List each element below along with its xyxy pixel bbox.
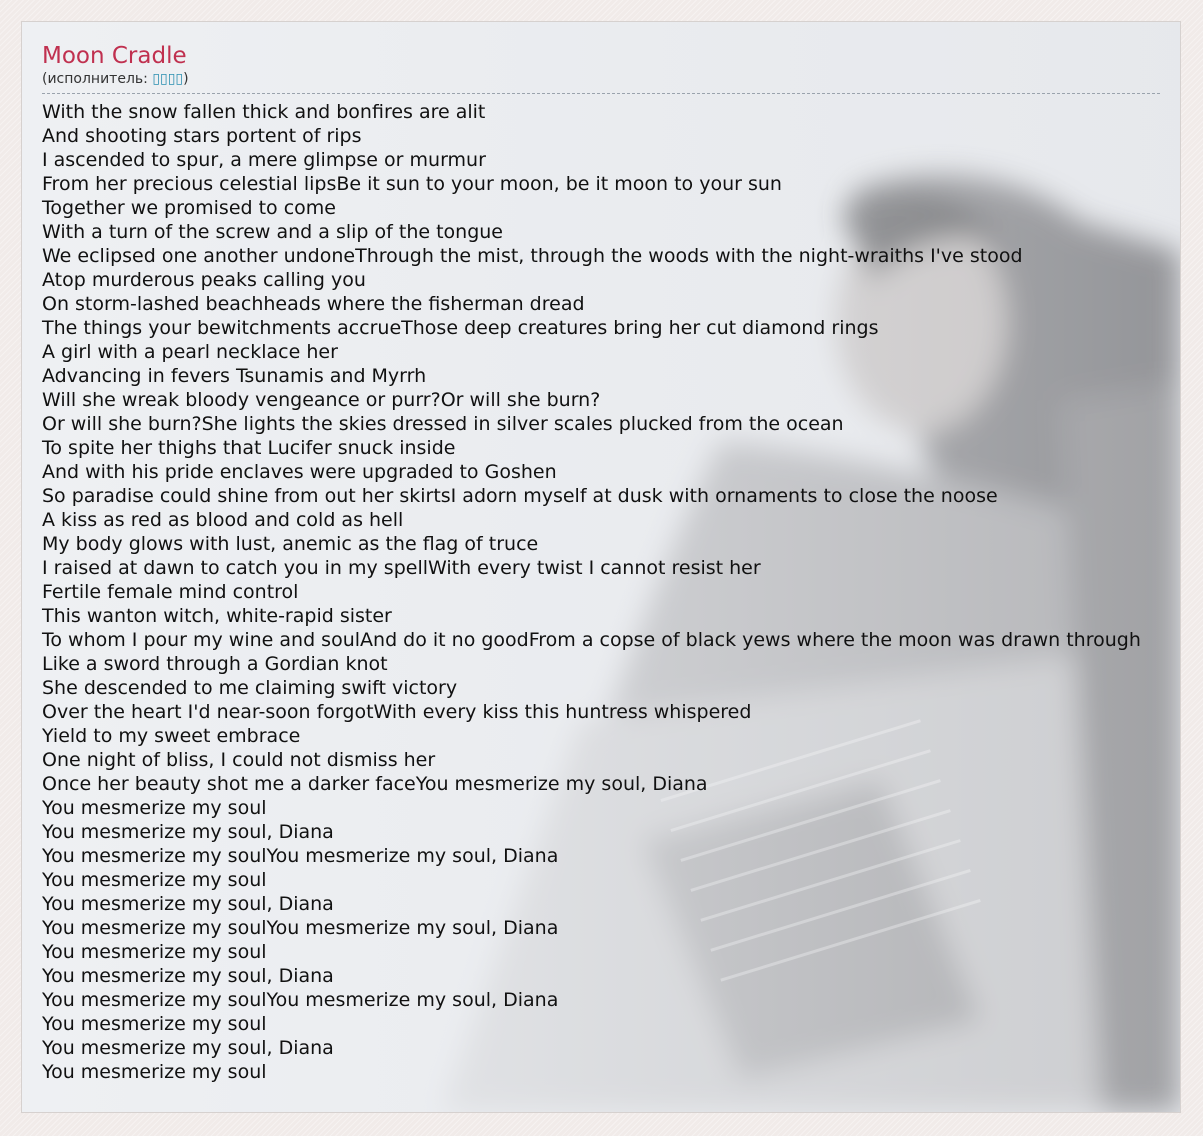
lyric-line: You mesmerize my soul xyxy=(42,941,267,963)
lyric-line: You mesmerize my soul xyxy=(42,797,267,819)
lyric-line: You mesmerize my soulYou mesmerize my soul, Diana xyxy=(42,917,559,939)
song-content xyxy=(42,42,1160,1084)
lyric-line: Over the heart I'd near-soon forgotWith every kiss this huntress whispered xyxy=(42,701,752,723)
lyric-line: Advancing in fevers Tsunamis and Myrrh xyxy=(42,365,427,387)
lyric-line: So paradise could shine from out her skirtsI adorn myself at dusk with ornaments to close the noose xyxy=(42,485,998,507)
lyric-line: And shooting stars portent of rips xyxy=(42,125,362,147)
lyrics-panel xyxy=(21,21,1181,1113)
lyric-line: With the snow fallen thick and bonfires are alit xyxy=(42,101,486,123)
lyric-line: Once her beauty shot me a darker faceYou mesmerize my soul, Diana xyxy=(42,773,708,795)
lyric-line: To spite her thighs that Lucifer snuck inside xyxy=(42,437,456,459)
artist-suffix: ) xyxy=(183,71,189,87)
lyric-line: Atop murderous peaks calling you xyxy=(42,269,366,291)
lyric-line: Yield to my sweet embrace xyxy=(42,725,301,747)
lyric-line: Together we promised to come xyxy=(42,197,336,219)
lyrics-text xyxy=(42,100,1160,1084)
lyric-line: We eclipsed one another undoneThrough the mist, through the woods with the night-wraiths I've stood xyxy=(42,245,1023,267)
lyric-line: You mesmerize my soul xyxy=(42,1013,267,1035)
lyric-line: A girl with a pearl necklace her xyxy=(42,341,338,363)
lyric-line: On storm-lashed beachheads where the fisherman dread xyxy=(42,293,585,315)
lyric-line: My body glows with lust, anemic as the flag of truce xyxy=(42,533,539,555)
lyric-line: Will she wreak bloody vengeance or purr?Or will she burn? xyxy=(42,389,601,411)
lyric-line: With a turn of the screw and a slip of the tongue xyxy=(42,221,504,243)
song-title: Moon Cradle xyxy=(42,43,187,69)
lyric-line: Or will she burn?She lights the skies dressed in silver scales plucked from the ocean xyxy=(42,413,844,435)
lyric-line: You mesmerize my soulYou mesmerize my soul, Diana xyxy=(42,989,559,1011)
lyric-line: Fertile female mind control xyxy=(42,581,299,603)
lyric-line: One night of bliss, I could not dismiss her xyxy=(42,749,436,771)
lyric-line: And with his pride enclaves were upgraded to Goshen xyxy=(42,461,557,483)
artist-link[interactable]: ▯▯▯▯ xyxy=(152,71,184,87)
lyric-line: You mesmerize my soul, Diana xyxy=(42,1037,334,1059)
lyric-line: I raised at dawn to catch you in my spellWith every twist I cannot resist her xyxy=(42,557,761,579)
lyric-line: You mesmerize my soul, Diana xyxy=(42,965,334,987)
lyric-line: The things your bewitchments accrueThose deep creatures bring her cut diamond rings xyxy=(42,317,879,339)
lyric-line: You mesmerize my soul, Diana xyxy=(42,893,334,915)
lyric-line: You mesmerize my soul xyxy=(42,869,267,891)
lyric-line: You mesmerize my soul xyxy=(42,1061,267,1083)
artist-prefix: (исполнитель: xyxy=(42,71,153,87)
lyric-line: This wanton witch, white-rapid sister xyxy=(42,605,392,627)
lyric-line: Like a sword through a Gordian knot xyxy=(42,653,388,675)
lyric-line: I ascended to spur, a mere glimpse or murmur xyxy=(42,149,486,171)
lyric-line: You mesmerize my soulYou mesmerize my soul, Diana xyxy=(42,845,559,867)
lyric-line: From her precious celestial lipsBe it sun to your moon, be it moon to your sun xyxy=(42,173,782,195)
lyric-line: A kiss as red as blood and cold as hell xyxy=(42,509,404,531)
lyric-line: You mesmerize my soul, Diana xyxy=(42,821,334,843)
artist-line xyxy=(42,70,1160,94)
lyric-line: To whom I pour my wine and soulAnd do it no goodFrom a copse of black yews where the moon was drawn through xyxy=(42,629,1141,651)
lyric-line: She descended to me claiming swift victory xyxy=(42,677,458,699)
